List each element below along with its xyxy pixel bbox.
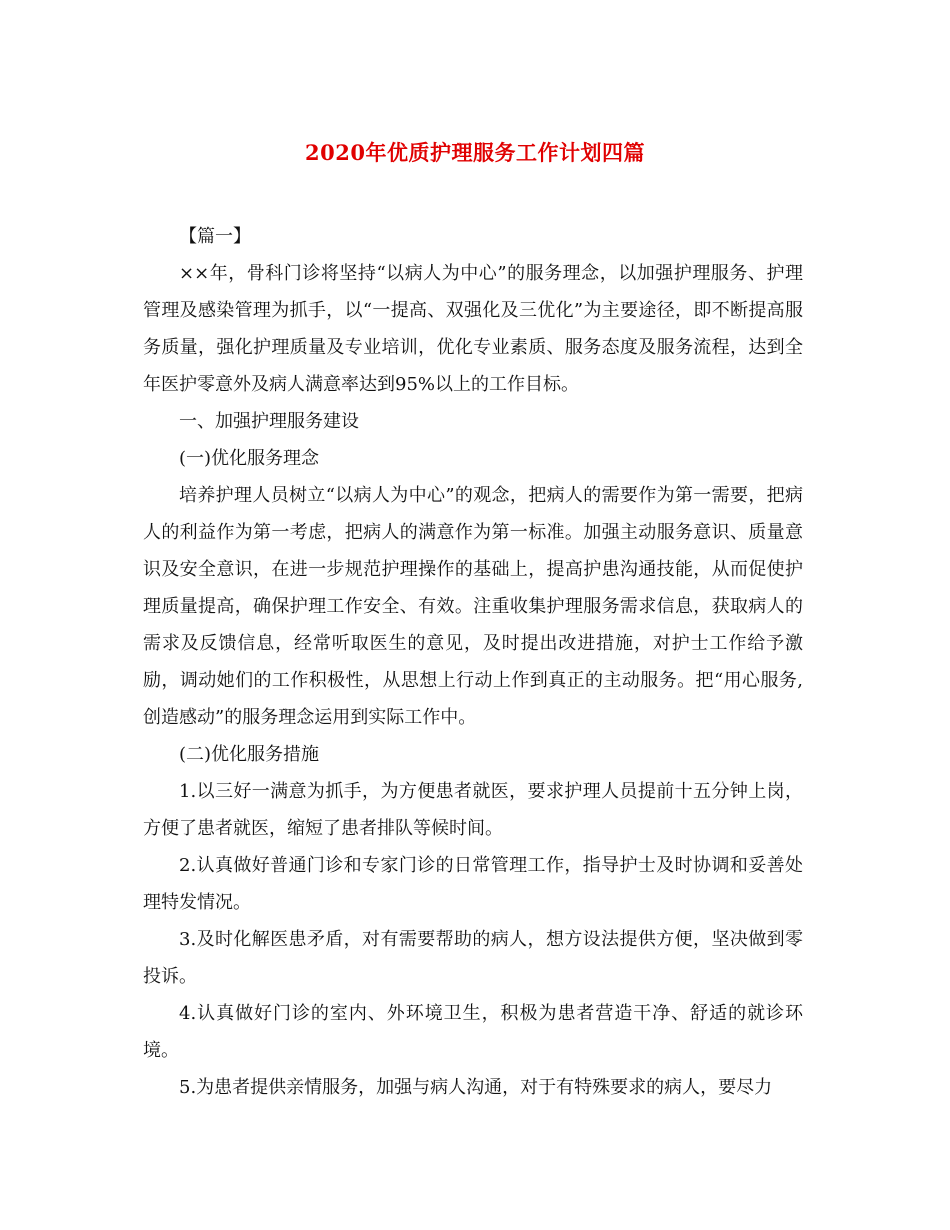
section-heading: 一、加强护理服务建设 [179, 411, 359, 432]
numbered-item: 2.认真做好普通门诊和专家门诊的日常管理工作，指导护士及时协调和妥善处理特发情况。 [143, 855, 803, 913]
document-title: 2020年优质护理服务工作计划四篇 [305, 140, 645, 165]
numbered-item: 5.为患者提供亲情服务，加强与病人沟通，对于有特殊要求的病人，要尽力 [179, 1077, 773, 1098]
numbered-item: 3.及时化解医患矛盾，对有需要帮助的病人，想方设法提供方便，坚决做到零投诉。 [143, 929, 803, 987]
subsection-heading: (一)优化服务理念 [179, 448, 320, 469]
intro-paragraph: ××年，骨科门诊将坚持“以病人为中心”的服务理念，以加强护理服务、护理管理及感染管理为抓手，以“一提高、双强化及三优化”为主要途径，即不断提高服务质量，强化护理质量及专业培训，优化专业素质、服务态度及服务流程，达到全年医护零意外及病人满意率达到95%以上的工作目标。 [143, 263, 803, 395]
numbered-item: 1.以三好一满意为抓手，为方便患者就医，要求护理人员提前十五分钟上岗，方便了患者就医，缩短了患者排队等候时间。 [143, 781, 803, 839]
document-body [143, 218, 803, 1106]
section-heading-part-one: 【篇一】 [179, 226, 251, 247]
body-paragraph: 培养护理人员树立“以病人为中心”的观念，把病人的需要作为第一需要，把病人的利益作为第一考虑，把病人的满意作为第一标准。加强主动服务意识、质量意识及安全意识，在进一步规范护理操作的基础上，提高护患沟通技能，从而促使护理质量提高，确保护理工作安全、有效。注重收集护理服务需求信息，获取病人的需求及反馈信息，经常听取医生的意见，及时提出改进措施，对护士工作给予激励，调动她们的工作积极性，从思想上行动上作到真正的主动服务。把“用心服务,创造感动”的服务理念运用到实际工作中。 [143, 485, 803, 728]
subsection-heading: (二)优化服务措施 [179, 744, 320, 765]
numbered-item: 4.认真做好门诊的室内、外环境卫生，积极为患者营造干净、舒适的就诊环境。 [143, 1003, 803, 1061]
